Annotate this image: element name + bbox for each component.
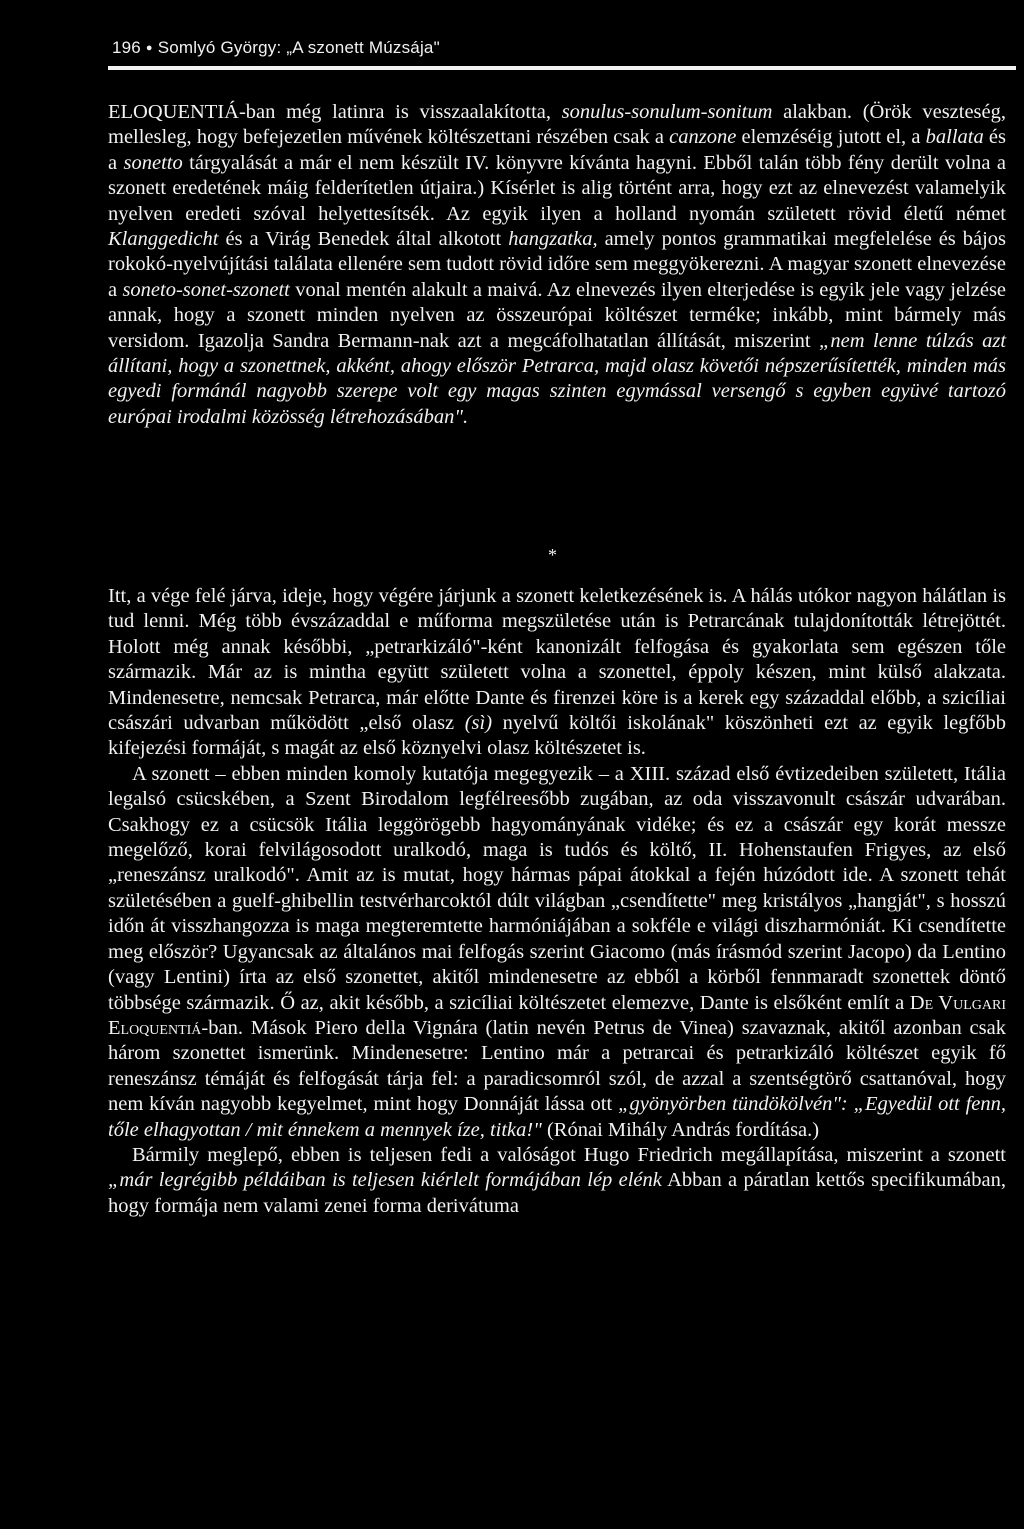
quotation: „nem lenne túlzás azt állítani, hogy a szonettnek, akként, ahogy először Petrarca, majd olasz követői népszerűsítették, minden más egyedi formánál nagyobb szerepe volt egy magas szinten egymással versengő s egyben együvé tartozó európai irodalmi közösség létrehozásában". [108,329,1007,428]
paragraph: A szonett – ebben minden komoly kutatója megegyezik – a XIII. század első évtizedeiben született, Itália legalsó csücskében, a Szent Birodalom legfélreesőbb zugában, az oda visszavonult császár udvarában. Csakhogy ez a csücsök Itália leggörögebb hagyományának vidéke; és ez a császár egy korát messze megelőző, korai felvilágosodott uralkodó, maga is tudós és költő, II. Hohenstaufen Frigyes, az első „reneszánsz uralkodó". Amit az is mutat, hogy hármas pápai átokkal a fején húzódott ide. A szonett tehát születésében a guelf-ghibellin testvérharcoktól dúlt világban „csendítette" meg kristályos „hangját", s hosszú időn át visszhangozza is maga megteremtette harmóniájában a sokféle e világi diszharmóniát. Ki csendítette meg először? Ugyancsak az általános mai felfogás szerint Giacomo (más írásmód szerint Jacopo) da Lentino (vagy Lentini) írta az első szonettet, akitől mindenesetre az ebből a körből fennmaradt szonettek döntő többsége származik. Ő az, akit később, a szicíliai költészetet elemezve, Dante is elsőként említ a De Vulgari Eloquentiá-ban. Mások Piero della Vignára (latin nevén Petrus de Vinea) szavaznak, akitől azonban csak három szonettet ismerünk. Mindenesetre: Lentino már a petrarcai és petrarkizáló költészet egyik fő reneszánsz témáját és felfogását tárja fel: a paradicsomról szól, de azzal a szentségtörő csattanóval, hogy nem kíván nagyobb kegyelmet, mint hogy Donnáját lássa ott „gyönyörben tündökölvén": „Egyedül ott fenn, tőle elhagyottan / mit énnekem a mennyek íze, titka!" (Rónai Mihály András fordítása.) [108,762,1007,1141]
page-number: 196 [112,38,141,57]
paragraph: Bármily meglepő, ebben is teljesen fedi a valóságot Hugo Friedrich megállapítása, miszerint a szonett „már legrégibb példáiban is teljesen kiérlelt formájában lép elénk Abban a páratlan kettős specifikumában, hogy formája nem valami zenei forma derivátuma [108,1143,1006,1217]
section-1 [108,100,1006,430]
section-separator: * [548,545,557,565]
running-head [112,38,440,58]
header-rule [108,66,1016,70]
quotation: „már legrégibb példáiban is teljesen kiérlelt formájában lép elénk [108,1169,662,1192]
section-2 [108,584,1006,1219]
title-small-caps: ELOQUENTIÁ [108,101,239,123]
paragraph: ELOQUENTIÁ-ban még latinra is visszaalakította, sonulus-sonulum-sonitum alakban. (Örök veszteség, mellesleg, hogy befejezetlen művének költészettani részében csak a canzone elemzéséig jutott el, a ballata és a sonetto tárgyalását a már el nem készült IV. könyvre kívánta hagyni. Ebből talán több fény derült volna a szonett eredetének máig felderítetlen útjaira.) Kísérlet is alig történt arra, hogy ezt az elnevezést valamelyik nyelven eredeti szóval helyettesítsék. Az egyik ilyen a holland nyomán született rövid életű német Klanggedicht és a Virág Benedek által alkotott hangzatka, amely pontos grammatikai megfelelése és bájos rokokó-nyelvújítási találata ellenére sem tudott rövid időre sem meggyökerezni. A magyar szonett elnevezése a soneto-sonet-szonett vonal mentén alakult a maivá. Az elnevezés ilyen elterjedése is egyik jele vagy jelzése annak, hogy a szonett minden nyelven az összeurópai költészet terméke; inkább, mint bármely más versidom. Igazolja Sandra Bermann-nak azt a megcáfolhatatlan állítását, miszerint „nem lenne túlzás azt állítani, hogy a szonettnek, akként, ahogy először Petrarca, majd olasz követői népszerűsítették, minden más egyedi formánál nagyobb szerepe volt egy magas szinten egymással versengő s egyben együvé tartozó európai irodalmi közösség létrehozásában". [108,101,1007,428]
paragraph: Itt, a vége felé járva, ideje, hogy végére járjunk a szonett keletkezésének is. A hálás utókor nagyon hálátlan is tud lenni. Még több évszázaddal e műforma megszületése után is Petrarcának tulajdonították létrejöttét. Holott még annak későbbi, „petrarkizáló"-ként kanonizált felfogása és gyakorlata sem egészen tőle származik. Már az is mintha együtt született volna a szonettel, éppoly készen, mint külső alakzata. Mindenesetre, nemcsak Petrarca, már előtte Dante és firenzei köre is a kerek egy századdal előbb, a szicíliai császári udvarban működött „első olasz (sì) nyelvű költői iskolának" köszönheti ezt az egyik legfőbb kifejezési formáját, s magát az első köznyelvi olasz költészetet is. [108,585,1007,760]
bullet-icon: ● [145,42,153,54]
quotation: „gyönyörben tündökölvén": „Egyedül ott fenn, tőle elhagyottan / mit énnekem a mennyek íze, titka!" [108,1093,1007,1141]
running-title: Somlyó György: „A szonett Múzsája" [157,38,440,57]
